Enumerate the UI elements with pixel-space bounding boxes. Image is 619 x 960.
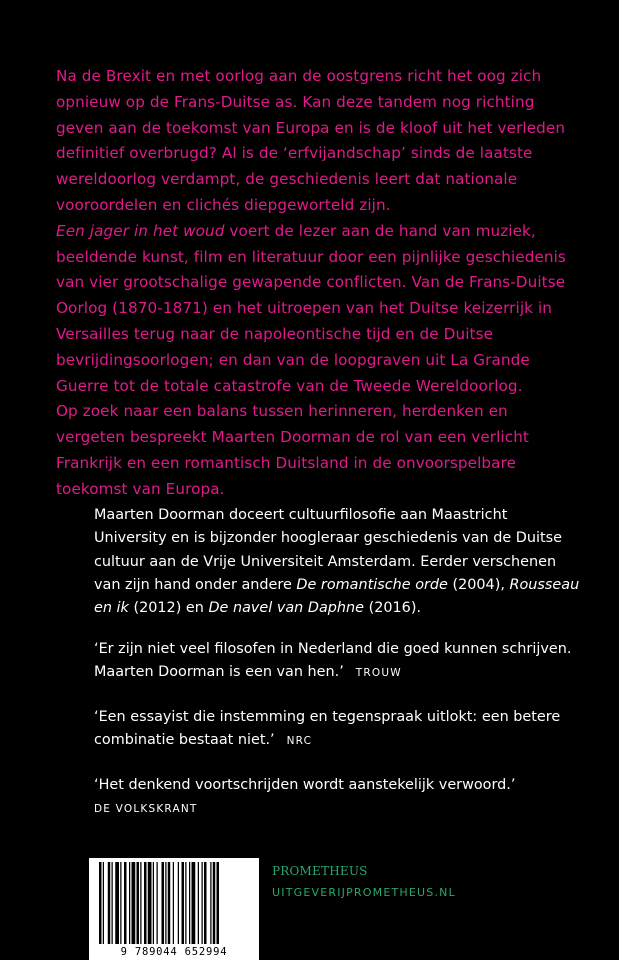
barcode-bar	[108, 862, 111, 944]
publisher-url: UITGEVERIJPROMETHEUS.NL	[272, 886, 456, 899]
barcode-bar	[103, 862, 104, 944]
barcode-bar	[192, 862, 196, 944]
barcode-bar	[202, 862, 203, 944]
barcode-bar	[182, 862, 185, 944]
barcode-bar	[144, 862, 147, 944]
bio-text: (2004),	[447, 576, 510, 593]
review-quote	[94, 774, 584, 822]
isbn-number: 9 789044 652994	[120, 946, 228, 958]
bio-text: Maarten Doorman doceert cultuurfilosofie aan Maastricht University en is bijzonder hoogleraar geschiedenis van de Duitse cultuur aan de Vrije Universiteit Amsterdam. Eerder verschenen van zijn hand onder andere	[94, 507, 562, 593]
barcode-bar	[137, 862, 140, 944]
barcode-bar	[204, 862, 207, 944]
bio-book-title: De romantische orde	[296, 576, 448, 593]
quote-source: DE VOLKSKRANT	[94, 803, 198, 816]
barcode-bar	[189, 862, 190, 944]
bio-book-title: De navel van Daphne	[208, 600, 365, 617]
barcode-bar	[178, 862, 179, 944]
review-quote	[94, 638, 584, 686]
barcode-bar	[217, 862, 220, 944]
quote-source: NRC	[286, 735, 313, 748]
blurb-paragraph-3: Op zoek naar een balans tussen herinneren, herdenken en vergeten bespreekt Maarten Doorman de rol van een verlicht Frankrijk en een romantisch Duitsland in de onvoorspelbare toekomst van Europa.	[56, 402, 529, 498]
quote-text: ‘Er zijn niet veel filosofen in Nederland die goed kunnen schrijven. Maarten Doorman is een van hen.’	[94, 641, 572, 681]
quote-source: TROUW	[355, 667, 402, 680]
barcode-bar	[213, 862, 216, 944]
bio-book-title: Rousseau en ik	[94, 576, 580, 617]
barcode-bar	[162, 862, 165, 944]
book-title: Een jager in het woud	[56, 221, 225, 240]
barcode-bar	[153, 862, 154, 944]
review-quote	[94, 706, 584, 754]
barcode-bar	[165, 862, 166, 944]
author-bio	[94, 504, 584, 620]
isbn-barcode	[89, 858, 259, 960]
barcode-bar	[99, 862, 102, 944]
barcode-bar	[210, 862, 211, 944]
barcode-bar	[173, 862, 174, 944]
bio-text: (2012) en	[128, 600, 209, 617]
barcode-bar	[148, 862, 152, 944]
barcode-bar	[129, 862, 130, 944]
barcode-bar	[185, 862, 186, 944]
bio-text: (2016).	[364, 600, 422, 617]
barcode-bars	[89, 858, 259, 960]
publisher-logo: PROMETHEUS	[272, 864, 368, 878]
barcode-bar	[120, 862, 121, 944]
barcode-bar	[168, 862, 171, 944]
barcode-bar	[140, 862, 141, 944]
blurb-paragraph-1: Na de Brexit en met oorlog aan de oostgrens richt het oog zich opnieuw op de Frans-Duitse as. Kan deze tandem nog richting geven aan de toekomst van Europa en is de kloof uit het verleden definitief overbrugd? Al is de ‘erfvijandschap’ sinds de laatste wereldoorlog verdampt, de geschiedenis leert dat nationale vooroordelen en clichés diepgeworteld zijn.	[56, 67, 566, 214]
quote-text: ‘Een essayist die instemming en tegenspraak uitlokt: een betere combinatie bestaat niet.’	[94, 709, 561, 749]
barcode-bar	[132, 862, 136, 944]
quote-text: ‘Het denkend voortschrijden wordt aanstekelijk verwoord.’	[94, 777, 516, 793]
barcode-bar	[124, 862, 127, 944]
blurb-paragraph-2	[56, 219, 576, 400]
barcode-bar	[198, 862, 199, 944]
barcode-bar	[112, 862, 113, 944]
back-cover-blurb	[56, 64, 576, 503]
blurb-paragraph-2-text: voert de lezer aan de hand van muziek, beeldende kunst, film en literatuur door een pijnlijke geschiedenis van vier grootschalige gewapende conflicten. Van de Frans-Duitse Oorlog (1870-1871) en het uitroepen van het Duitse keizerrijk in Versailles terug naar de napoleontische tijd en de Duitse bevrijdingsoorlogen; en dan van de loopgraven uit La Grande Guerre tot de totale catastrofe van de Tweede Wereldoorlog.	[56, 221, 566, 395]
barcode-bar	[115, 862, 119, 944]
barcode-bar	[157, 862, 158, 944]
